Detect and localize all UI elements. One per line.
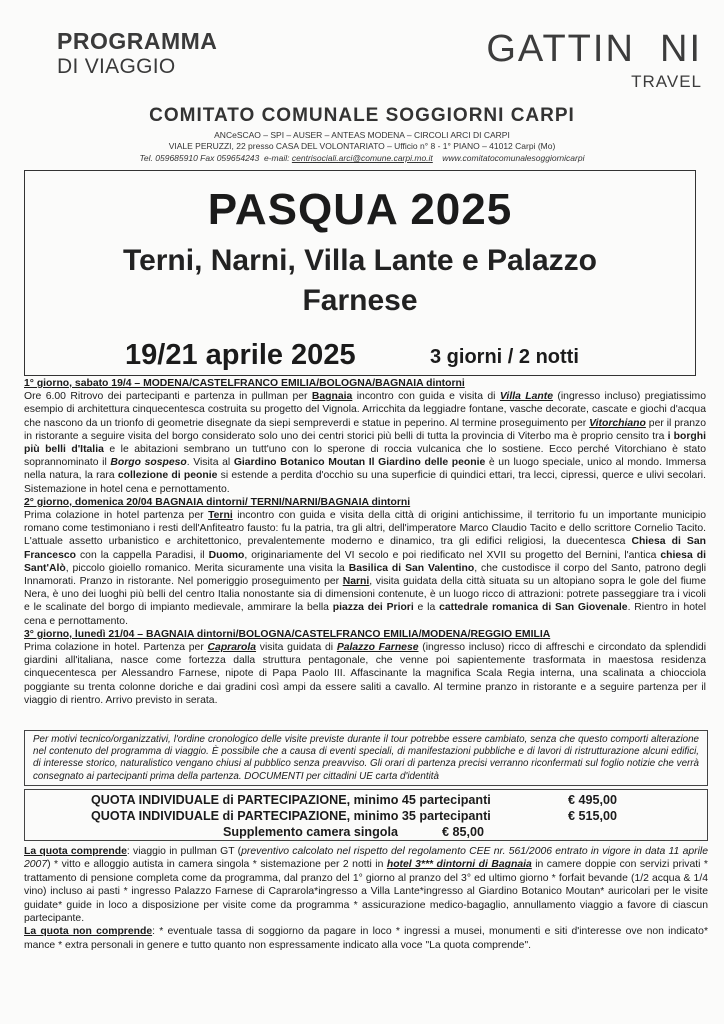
trip-destinations: [25, 241, 695, 321]
price-row-35-amount: € 515,00: [568, 809, 618, 823]
price-table: [24, 789, 708, 841]
single-supplement-label: Supplemento camera singola: [223, 825, 398, 839]
itinerary: [24, 377, 706, 707]
day2-text: Prima colazione in hotel partenza per Terni incontro con guida e visita della città di origini antichissime, il territorio fu un importante municipio romano come testimoniano i resti dell'Anfiteatro fausto: fu la patria, tra gli altri, dell'imperatore Marco Claudio Tacito e dello scrittore Cornelio Tacito. L'attuale assetto urbanistico e architettonico, prevalentemente moderno e dinamico, tra gli edifici religiosi, la duecentesca Chiesa di San Francesco con la cappella Paradisi, il Duomo, originariamente del VI secolo e poi riedificato nel XVII su progetto del Bernini, l'antica chiesa di Sant'Alò, piccolo gioiello romanico. Merita sicuramente una visita la Basilica di San Valentino, che custodisce il corpo del Santo, patrono degli Innamorati. Pranzo in ristorante. Nel pomeriggio proseguimento per Narni, visita guidata della città situata su un altopiano sopra le gole del fiume Nera, è uno dei luoghi più belli del centro Italia nonostante sia di dimensioni contenute, è un luogo ricco di attrazioni: potrete passeggiare tra i vicoli e le scalinate del borgo di impianto medievale, ammirare la bella piazza dei Priori e la cattedrale romanica di San Giovenale. Rientro in hotel cena e pernottamento.: [24, 510, 707, 627]
day2-heading: 2° giorno, domenica 20/04 BAGNAIA dintorni/ TERNI/NARNI/BAGNAIA dintorni: [24, 496, 411, 508]
day3-text: Prima colazione in hotel. Partenza per Caprarola visita guidata di Palazzo Farnese (ingresso incluso) ricco di affreschi e circondato da splendidi giardini all'italiana, nasce come fortezza dalla struttura pentagonale, che venne poi sapientemente trasformata in maestosa residenza cinquecentesca per Alessandro Farnese, nipote di Papa Paolo III. Affascinante la magnifica Scala Regia interna, una scalinata a chiocciola poggiante su trenta colonne doriche e dai gradini così ampi da essere saliti a cavallo. Al termine pranzo in ristorante e a seguire partenza per il viaggio di rientro. Arrivo previsto in serata.: [24, 642, 707, 706]
price-row-45-amount: € 495,00: [568, 793, 618, 807]
committee-phone: Tel. 059685910 Fax 059654243: [139, 153, 260, 163]
day1-heading: 1° giorno, sabato 19/4 – MODENA/CASTELFRANCO EMILIA/BOLOGNA/BAGNAIA dintorni: [24, 378, 465, 389]
agency-logo-sub: TRAVEL: [631, 72, 702, 91]
single-supplement-amount: € 85,00: [442, 825, 485, 839]
program-heading: [57, 30, 217, 77]
included-section: La quota comprende: viaggio in pullman GT (preventivo calcolato nel rispetto del regolamento CEE nr. 561/2006 entrato in vigore in data 11 aprile 2007) * vitto e alloggio autista in camera singola * sistemazione per 2 notti in hotel 3*** dintorni di Bagnaia in camere doppie con servizi privati * trattamento di pensione completa come da programma, dal pranzo del 1° giorno al pranzo del 3° ed ultimo giorno * forfait bevande (1/2 acqua & 1/4 vino) incluso ai pasti * ingresso Palazzo Farnese di Caprarola*ingresso a Villa Lante*ingresso al Giardino Botanico Moutan* auricolari per le visite guidate* guide in loco a disposizione per visite come da programma * assicurazione medico-bagaglio, annullamento viaggio a favore di ciascun partecipante.: [24, 846, 708, 925]
trip-dates: 19/21 aprile 2025: [125, 339, 356, 371]
trip-duration: 3 giorni / 2 notti: [430, 346, 579, 368]
committee-block: [0, 105, 724, 163]
committee-website[interactable]: www.comitatocomunalesoggiornicarpi: [442, 153, 585, 163]
program-heading-line2: DI VIAGGIO: [57, 55, 176, 78]
committee-email-label: e-mail:: [264, 153, 290, 163]
committee-contacts: [0, 153, 724, 163]
program-heading-line1: PROGRAMMA: [57, 28, 218, 54]
excluded-section: La quota non comprende: * eventuale tassa di soggiorno da pagare in loco * ingressi a musei, monumenti e siti d'interesse ove non indicato* mance * extra personali in genere e tutto quanto non espressamente indicato alla voce "La quota comprende".: [24, 926, 708, 951]
committee-address: VIALE PERUZZI, 22 presso CASA DEL VOLONTARIATO – Ufficio n° 8 - 1° PIANO – 41012 Carpi (Mo): [168, 141, 556, 151]
agency-logo-name: GATTIN NI: [486, 28, 702, 70]
trip-destinations-line1: Terni, Narni, Villa Lante e Palazzo: [122, 244, 598, 277]
trip-title: PASQUA 2025: [207, 185, 513, 234]
committee-email-link[interactable]: centrisociali.arci@comune.carpi.mo.it: [291, 153, 433, 163]
title-box: [24, 170, 696, 376]
inclusions: [24, 845, 708, 952]
price-row-45-label: QUOTA INDIVIDUALE di PARTECIPAZIONE, minimo 45 partecipanti: [91, 793, 491, 807]
trip-destinations-line2: Farnese: [302, 284, 418, 317]
agency-logo: [486, 30, 702, 92]
price-row-35-label: QUOTA INDIVIDUALE di PARTECIPAZIONE, minimo 35 partecipanti: [91, 809, 491, 823]
disclaimer-note: Per motivi tecnico/organizzativi, l'ordine cronologico delle visite previste durante il tour potrebbe essere cambiato, senza che questo comporti alterazione nel contenuto del programma di viaggio. È possibile che a causa di eventi speciali, di manifestazioni pubbliche e di lavori di ristrutturazione alcuni edifici, di interesse storico, naturalistico vengano chiusi al pubblico senza preavviso. Gli orari di partenza precisi verranno riconfermati sul foglio notizie che verrà consegnato ai partecipanti prima della partenza. DOCUMENTI per cittadini UE carta d'identità: [24, 730, 708, 786]
committee-members: ANCeSCAO – SPI – AUSER – ANTEAS MODENA – CIRCOLI ARCI DI CARPI: [214, 130, 510, 140]
day3-heading: 3° giorno, lunedì 21/04 – BAGNAIA dintorni/BOLOGNA/CASTELFRANCO EMILIA/MODENA/REGGIO EMILIA: [24, 628, 551, 640]
committee-title: COMITATO COMUNALE SOGGIORNI CARPI: [149, 105, 575, 126]
day1-text: Ore 6.00 Ritrovo dei partecipanti e partenza in pullman per Bagnaia incontro con guida e visita di Villa Lante (ingresso incluso) pregiatissimo esempio di architettura cinquecentesca costruita su progetto del Vignola. Arricchita da leggiadre fontane, vasche decorate, cascate e giochi d'acqua che nascono da un trionfo di geometrie disegnate da siepi sempreverdi e statue in peperino. Al termine proseguimento per Vitorchiano per il pranzo in ristorante a seguire visita del borgo considerato solo uno dei centri storici più belli di tutta la provincia di Viterbo ma è proprio censito tra i borghi più belli d'Italia e le abitazioni sembrano un tutt'uno con lo sperone di roccia vulcanica che lo sostiene. Ecco perché Vitorchiano è stato soprannominato il Borgo sospeso. Visita al Giardino Botanico Moutan Il Giardino delle peonie è un luogo speciale, unico al mondo. Immersa nella natura, la rara collezione di peonie si estende a perdita d'occhio su una superficie di quindici ettari, tra lecci, cipressi, querce e ulivi secolari. Sistemazione in hotel cena e pernottamento.: [24, 391, 707, 495]
